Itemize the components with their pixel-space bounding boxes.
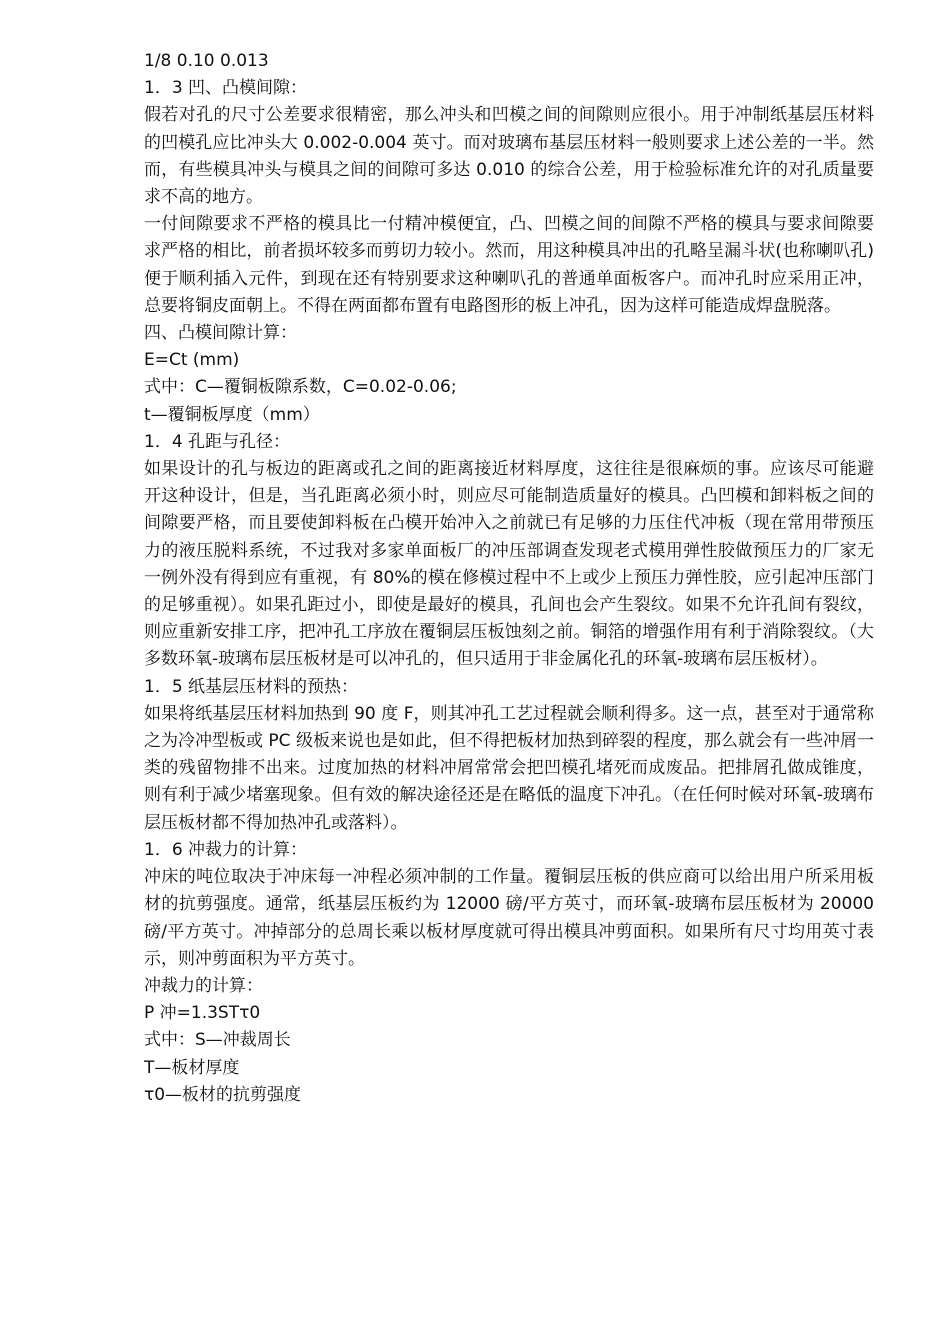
formula-force-definition-t: T—板材厚度: [144, 1057, 240, 1078]
subheading-force-calculation: 冲裁力的计算：: [144, 975, 263, 996]
punch-clearance-table-row: 1/8 0.10 0.013: [144, 51, 269, 71]
paragraph-clearance-precision: 假若对孔的尺寸公差要求很精密，那么冲头和凹模之间的间隙则应很小。用于冲制纸基层压材料的凹模孔应比冲头大 0.002-0.004 英寸。而对玻璃布基层压材料一般则要求上述公差的一半。然而，有些模具冲头与模具之间的间隙可多达 0.010 的综合公差，用于检验标准允许的对孔质量要求不高的地方。: [144, 105, 874, 208]
section-heading-clearance-calculation: 四、凸模间隙计算：: [144, 323, 297, 344]
paragraph-hole-spacing: 如果设计的孔与板边的距离或孔之间的距离接近材料厚度，这往往是很麻烦的事。应该尽可能避开这种设计，但是，当孔距离必须小时，则应尽可能制造质量好的模具。凸凹模和卸料板之间的间隙要严格，而且要使卸料板在凸模开始冲入之前就已有足够的力压住代冲板（现在常用带预压力的液压脱料系统，不过我对多家单面板厂的冲压部调查发现老式模用弹性胶做预压力的厂家无一例外没有得到应有重视，有 80%的模在修模过程中不上或少上预压力弹性胶，应引起冲压部门的足够重视）。如果孔距过小，即使是最好的模具，孔间也会产生裂纹。如果不允许孔间有裂纹，则应重新安排工序，把冲孔工序放在覆铜层压板蚀刻之前。铜箔的增强作用有利于消除裂纹。（大多数环氧-玻璃布层压板材是可以冲孔的，但只适用于非金属化孔的环氧-玻璃布层压板材）。: [144, 459, 874, 670]
formula-punching-force: P 冲=1.3STτ0: [144, 1003, 261, 1024]
paragraph-punching-force: 冲床的吨位取决于冲床每一冲程必须冲制的工作量。覆铜层压板的供应商可以给出用户所采用板材的抗剪强度。通常，纸基层压板约为 12000 磅/平方英寸，而环氧-玻璃布层压板材为 20000 磅/平方英寸。冲掉部分的总周长乘以板材厚度就可得出模具冲剪面积。如果所有尺寸均用英寸表示，则冲剪面积为平方英寸。: [144, 867, 874, 969]
section-heading-punching-force: 1．6 冲裁力的计算：: [144, 839, 308, 860]
formula-force-definition-tau: τ0—板材的抗剪强度: [144, 1084, 302, 1105]
formula-clearance-definition-c: 式中：C—覆铜板隙系数，C=0.02-0.06;: [144, 377, 457, 398]
section-heading-hole-spacing: 1．4 孔距与孔径：: [144, 431, 291, 452]
paragraph-preheating: 如果将纸基层压材料加热到 90 度 F，则其冲孔工艺过程就会顺利得多。这一点，甚至对于通常称之为冷冲型板或 PC 级板来说也是如此，但不得把板材加热到碎裂的程度，那么就会有一些冲屑一类的残留物排不出来。过度加热的材料冲屑常常会把凹模孔堵死而成废品。把排屑孔做成锥度，则有利于减少堵塞现象。但有效的解决途径还是在略低的温度下冲孔。（在任何时候对环氧-玻璃布层压板材都不得加热冲孔或落料）。: [144, 703, 874, 833]
formula-force-definition-s: 式中：S—冲裁周长: [144, 1030, 291, 1051]
section-heading-preheating: 1．5 纸基层压材料的预热：: [144, 676, 359, 697]
paragraph-loose-clearance-die: 一付间隙要求不严格的模具比一付精冲模便宜，凸、凹模之间的间隙不严格的模具与要求间隙要求严格的相比，前者损坏较多而剪切力较小。然而，用这种模具冲出的孔略呈漏斗状(也称喇叭孔)便于顺利插入元件，到现在还有特别要求这种喇叭孔的普通单面板客户。而冲孔时应采用正冲，总要将铜皮面朝上。不得在两面都布置有电路图形的板上冲孔，因为这样可能造成焊盘脱落。: [144, 214, 874, 316]
document-page: [144, 48, 874, 1109]
section-heading-die-clearance: 1．3 凹、凸模间隙：: [144, 78, 308, 99]
formula-clearance-definition-t: t—覆铜板厚度（mm）: [144, 404, 320, 425]
formula-clearance: E=Ct (mm): [144, 350, 240, 371]
